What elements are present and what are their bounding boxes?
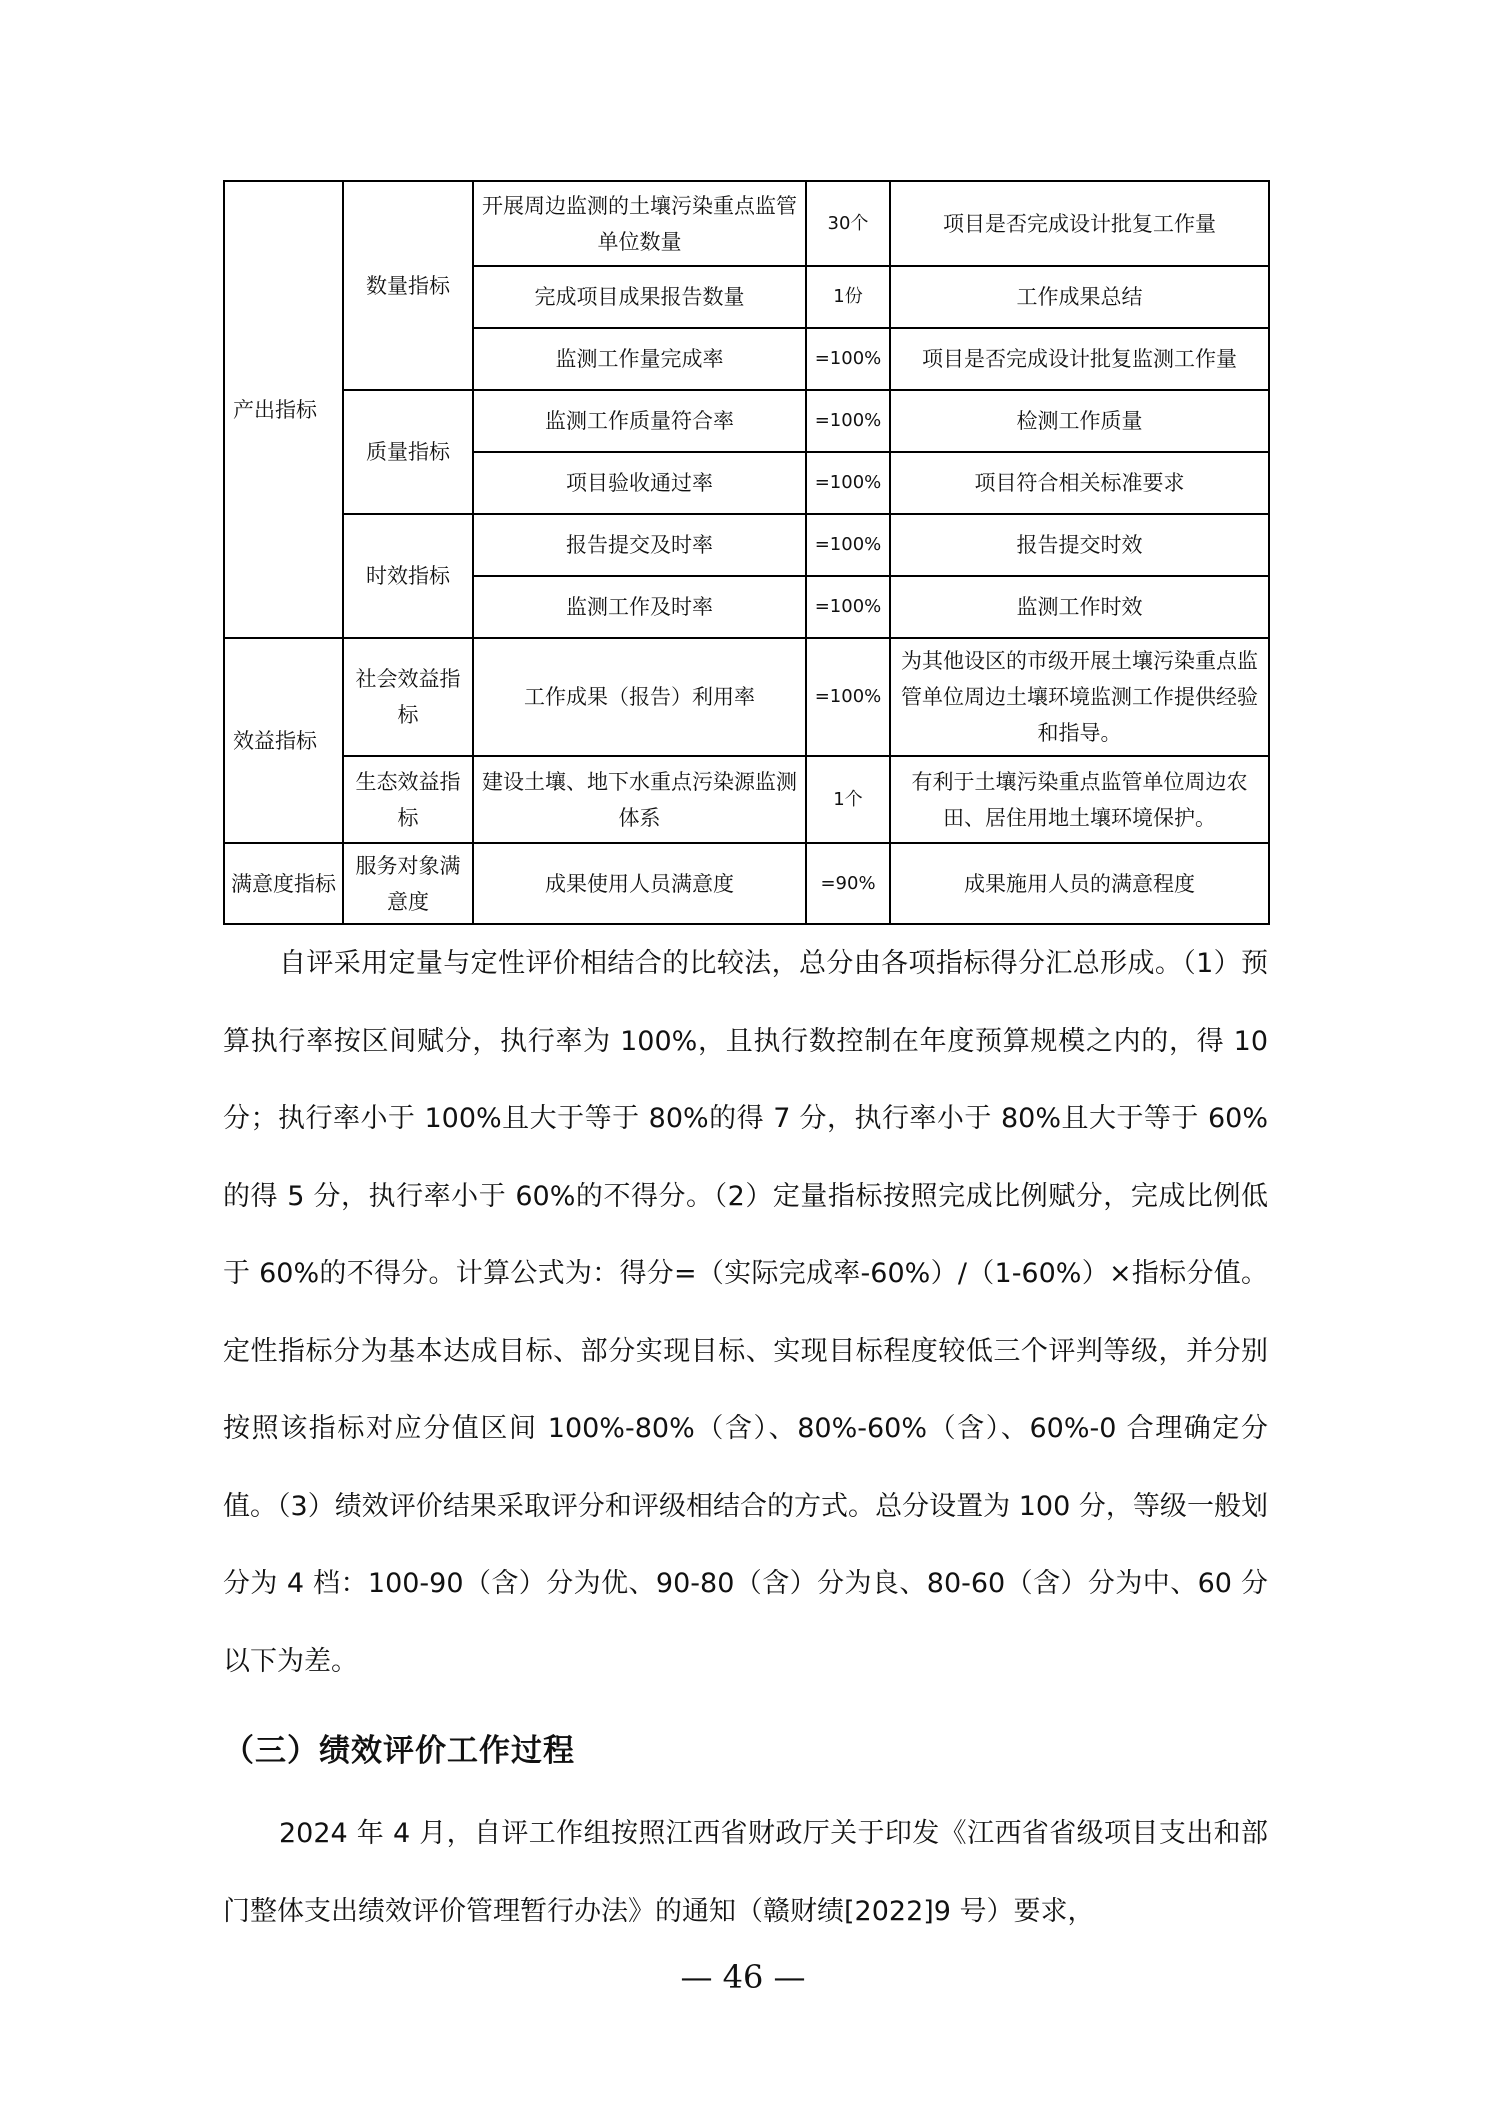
desc-cell: 监测工作时效 <box>890 576 1269 638</box>
table-row <box>224 390 1269 452</box>
section-heading: （三）绩效评价工作过程 <box>223 1733 575 1769</box>
level2-cell: 数量指标 <box>343 181 473 390</box>
level2-cell: 服务对象满意度 <box>343 843 473 924</box>
desc-cell: 有利于土壤污染重点监管单位周边农田、居住用地土壤环境保护。 <box>890 756 1269 843</box>
table-row <box>224 843 1269 924</box>
desc-cell: 工作成果总结 <box>890 266 1269 328</box>
desc-cell: 项目符合相关标准要求 <box>890 452 1269 514</box>
table-row <box>224 181 1269 266</box>
table-row <box>224 638 1269 756</box>
table-row <box>224 514 1269 576</box>
level2-cell: 时效指标 <box>343 514 473 638</box>
desc-cell: 项目是否完成设计批复监测工作量 <box>890 328 1269 390</box>
desc-cell: 检测工作质量 <box>890 390 1269 452</box>
value-cell: =100% <box>806 390 890 452</box>
body-paragraph-process: 2024 年 4 月，自评工作组按照江西省财政厅关于印发《江西省省级项目支出和部门整体支出绩效评价管理暂行办法》的通知（赣财绩[2022]9 号）要求， <box>223 1818 1268 1927</box>
table-row <box>224 756 1269 843</box>
value-cell: =100% <box>806 576 890 638</box>
value-cell: =90% <box>806 843 890 924</box>
value-cell: =100% <box>806 452 890 514</box>
desc-cell: 成果施用人员的满意程度 <box>890 843 1269 924</box>
indicator-cell: 报告提交及时率 <box>473 514 806 576</box>
value-cell: 30个 <box>806 181 890 266</box>
indicator-cell: 监测工作质量符合率 <box>473 390 806 452</box>
level1-cell: 效益指标 <box>224 638 343 843</box>
indicator-cell: 监测工作及时率 <box>473 576 806 638</box>
indicator-cell: 项目验收通过率 <box>473 452 806 514</box>
desc-cell: 为其他设区的市级开展土壤污染重点监管单位周边土壤环境监测工作提供经验和指导。 <box>890 638 1269 756</box>
level2-cell: 社会效益指标 <box>343 638 473 756</box>
level2-cell: 质量指标 <box>343 390 473 514</box>
body-paragraph-scoring-method: 自评采用定量与定性评价相结合的比较法，总分由各项指标得分汇总形成。（1）预算执行率按区间赋分，执行率为 100%，且执行数控制在年度预算规模之内的，得 10 分；执行率小于 100%且大于等于 80%的得 7 分，执行率小于 80%且大于等于 60%的得 5 分，执行率小于 60%的不得分。（2）定量指标按照完成比例赋分，完成比例低于 60%的不得分。计算公式为：得分=（实际完成率-60%）/（1-60%）×指标分值。定性指标分为基本达成目标、部分实现目标、实现目标程度较低三个评判等级，并分别按照该指标对应分值区间 100%-80%（含）、80%-60%（含）、60%-0 合理确定分值。（3）绩效评价结果采取评分和评级相结合的方式。总分设置为 100 分，等级一般划分为 4 档：100-90（含）分为优、90-80（含）分为良、80-60（含）分为中、60 分以下为差。 <box>223 948 1268 1677</box>
value-cell: =100% <box>806 328 890 390</box>
desc-cell: 报告提交时效 <box>890 514 1269 576</box>
value-cell: =100% <box>806 638 890 756</box>
indicator-cell: 完成项目成果报告数量 <box>473 266 806 328</box>
page-number: — 46 — <box>680 1958 806 1996</box>
indicator-cell: 工作成果（报告）利用率 <box>473 638 806 756</box>
value-cell: 1份 <box>806 266 890 328</box>
indicator-cell: 监测工作量完成率 <box>473 328 806 390</box>
level1-cell: 满意度指标 <box>224 843 343 924</box>
level1-cell: 产出指标 <box>224 181 343 638</box>
indicator-cell: 开展周边监测的土壤污染重点监管单位数量 <box>473 181 806 266</box>
value-cell: 1个 <box>806 756 890 843</box>
performance-indicator-table <box>223 180 1270 925</box>
value-cell: =100% <box>806 514 890 576</box>
indicator-cell: 建设土壤、地下水重点污染源监测体系 <box>473 756 806 843</box>
indicator-cell: 成果使用人员满意度 <box>473 843 806 924</box>
level2-cell: 生态效益指标 <box>343 756 473 843</box>
desc-cell: 项目是否完成设计批复工作量 <box>890 181 1269 266</box>
